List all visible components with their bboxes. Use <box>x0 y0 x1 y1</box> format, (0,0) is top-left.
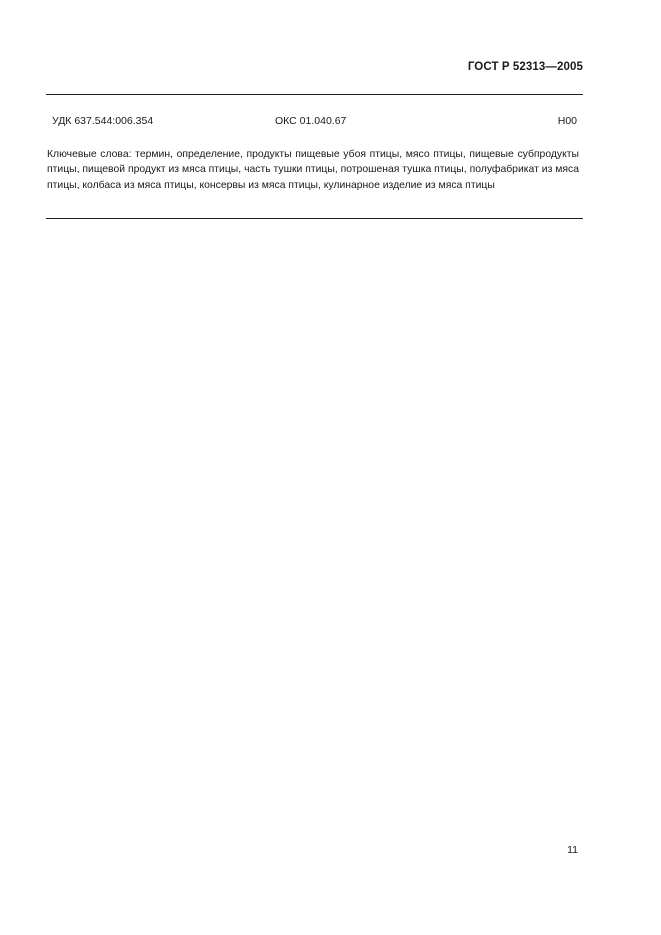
keywords-paragraph <box>47 147 579 193</box>
oks-code: ОКС 01.040.67 <box>275 115 347 127</box>
classification-row <box>52 115 577 129</box>
bottom-divider <box>46 218 583 219</box>
page-number: 11 <box>567 844 578 856</box>
top-divider <box>46 94 583 95</box>
keywords-text: термин, определение, продукты пищевые убоя птицы, мясо птицы, пищевые субпродукты птицы, пищевой продукт из мяса птицы, часть тушки птицы, потрошеная тушка птицы, полуфабрикат из мяса птицы, колбаса из мяса птицы, консервы из мяса птицы, кулинарное изделие из мяса птицы <box>47 149 580 191</box>
classification-code: Н00 <box>557 115 577 127</box>
keywords-label: Ключевые слова: <box>47 149 132 160</box>
udk-code: УДК 637.544:006.354 <box>52 115 154 127</box>
standard-code: ГОСТ Р 52313—2005 <box>467 61 583 73</box>
